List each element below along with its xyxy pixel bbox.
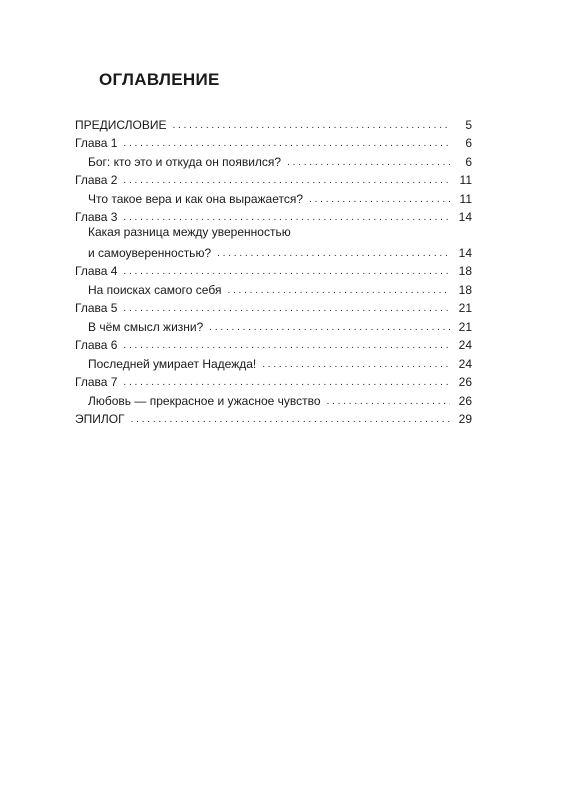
toc-entry-second-line: [88, 241, 472, 260]
toc-entry-label: Глава 1: [75, 136, 118, 150]
toc-page-number: 11: [459, 191, 472, 206]
toc-page-number: 11: [459, 173, 472, 187]
toc-entry-chapter-5[interactable]: [75, 297, 472, 316]
toc-entry-chapter-1-title[interactable]: [75, 150, 472, 169]
toc-entry-chapter-4[interactable]: [75, 260, 472, 279]
toc-entry-label: Любовь — прекрасное и ужасное чувство: [88, 393, 321, 408]
toc-page-number: 24: [458, 356, 472, 371]
toc-page-number: 21: [458, 319, 472, 334]
toc-entry-label: Глава 5: [75, 301, 118, 315]
toc-entry-chapter-2-title[interactable]: [75, 187, 472, 206]
toc-entry-label: На поисках самого себя: [88, 282, 222, 297]
dot-leader: [123, 266, 450, 278]
toc-entry-label: Глава 6: [75, 338, 118, 352]
toc-entry-label: Глава 3: [75, 210, 118, 224]
dot-leader: [123, 138, 450, 150]
toc-entry-chapter-2[interactable]: [75, 169, 472, 188]
toc-entry-chapter-7[interactable]: [75, 371, 472, 390]
toc-entry-chapter-3-title[interactable]: [75, 224, 472, 260]
dot-leader: [123, 303, 450, 315]
toc-entry-label: Что такое вера и как она выражается?: [88, 191, 304, 206]
toc-entry-label: Глава 7: [75, 375, 118, 389]
toc-entry-epilogue[interactable]: [75, 408, 472, 427]
toc-entry-chapter-6[interactable]: [75, 334, 472, 353]
toc-page-number: 29: [458, 412, 472, 426]
dot-leader: [262, 359, 450, 371]
toc-page-number: 6: [465, 154, 472, 169]
dot-leader: [173, 120, 451, 132]
dot-leader: [123, 340, 450, 352]
toc-entry-chapter-1[interactable]: [75, 132, 472, 151]
toc-entry-chapter-4-title[interactable]: [75, 278, 472, 297]
toc-entry-chapter-6-title[interactable]: [75, 352, 472, 371]
toc-page-number: 14: [458, 245, 472, 260]
toc-entry-chapter-7-title[interactable]: [75, 389, 472, 408]
toc-page-number: 18: [458, 264, 472, 278]
toc-entry-label-line-2: и самоуверенностью?: [88, 245, 212, 260]
toc-page-number: 21: [458, 301, 472, 315]
toc-entry-chapter-5-title[interactable]: [75, 315, 472, 334]
dot-leader: [309, 194, 450, 206]
toc-entry-chapter-3[interactable]: [75, 206, 472, 225]
toc-entry-label: ПРЕДИСЛОВИЕ: [75, 117, 167, 132]
dot-leader: [287, 157, 450, 169]
toc-page-number: 18: [458, 282, 472, 297]
toc-entry-preface[interactable]: [75, 113, 472, 132]
dot-leader: [217, 248, 450, 260]
toc-entry-label: Глава 2: [75, 173, 118, 187]
dot-leader: [327, 396, 450, 408]
toc-entry-label: Глава 4: [75, 264, 118, 278]
toc-entry-label: ЭПИЛОГ: [75, 412, 125, 426]
table-of-contents: [75, 113, 472, 426]
toc-page-number: 5: [465, 117, 472, 132]
toc-entry-label: Бог: кто это и откуда он появился?: [88, 154, 282, 169]
dot-leader: [209, 322, 450, 334]
dot-leader: [131, 414, 450, 426]
dot-leader: [227, 285, 450, 297]
toc-page-number: 6: [465, 136, 472, 150]
toc-page-number: 14: [458, 210, 472, 224]
dot-leader: [123, 212, 450, 224]
toc-entry-label: Последней умирает Надежда!: [88, 356, 257, 371]
toc-entry-label: В чём смысл жизни?: [88, 319, 204, 334]
toc-title: ОГЛАВЛЕНИЕ: [99, 70, 220, 89]
dot-leader: [123, 377, 450, 389]
toc-page-number: 24: [458, 338, 472, 352]
toc-page-number: 26: [458, 375, 472, 389]
dot-leader: [123, 175, 450, 187]
toc-entry-label-line-1: Какая разница между уверенностью: [88, 225, 291, 239]
toc-page-number: 26: [458, 393, 472, 408]
